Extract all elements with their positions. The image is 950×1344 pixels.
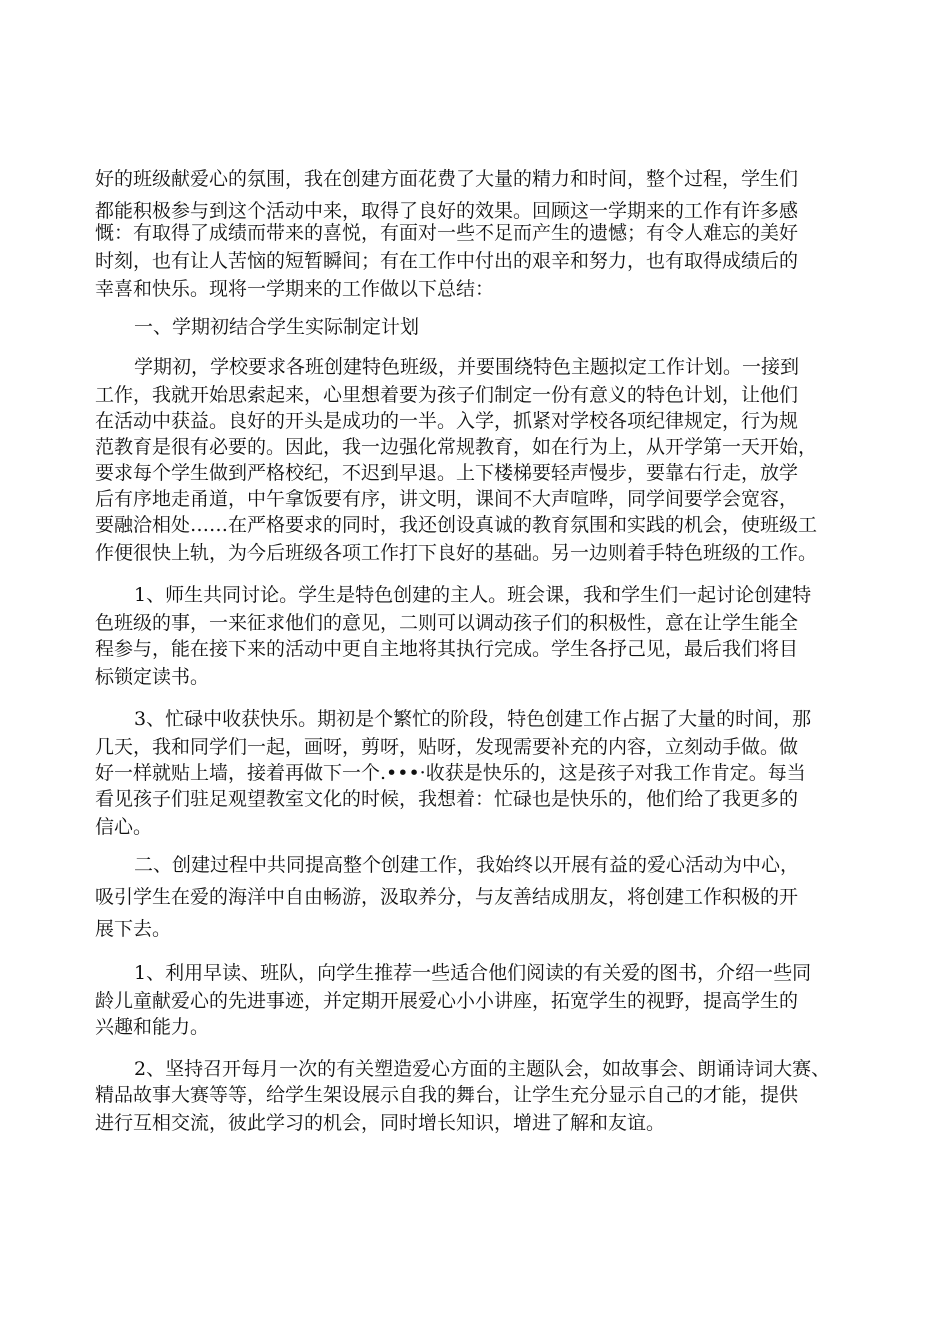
text-line: 要求每个学生做到严格校纪，不迟到早退。上下楼梯要轻声慢步，要靠右行走，放学 [95,462,799,484]
text-line: 吸引学生在爱的海洋中自由畅游，汲取养分，与友善结成朋友，将创建工作积极的开 [95,886,799,908]
section-heading-text: 一、学期初结合学生实际制定计划 [134,316,420,338]
text-line: 时刻，也有让人苦恼的短暂瞬间；有在工作中付出的艰辛和努力，也有取得成绩后的 [95,250,799,272]
text-line: 都能积极参与到这个活动中来，取得了良好的效果。回顾这一学期来的工作有许多感 [95,200,799,222]
text-line: 2、坚持召开每月一次的有关塑造爱心方面的主题队会，如故事会、朗诵诗词大赛、 [134,1058,831,1080]
text-line: 后有序地走甬道，中午拿饭要有序，讲文明，课间不大声喧哗，同学间要学会宽容， [95,488,799,510]
text-line: 幸喜和快乐。现将一学期来的工作做以下总结： [95,278,495,300]
text-line: 在活动中获益。良好的开头是成功的一半。入学，抓紧对学校各项纪律规定，行为规 [95,410,799,432]
text-line: 信心。 [95,816,153,838]
text-line: 二、创建过程中共同提高整个创建工作，我始终以开展有益的爱心活动为中心， [134,854,800,876]
text-line: 好的班级献爱心的氛围，我在创建方面花费了大量的精力和时间，整个过程，学生们 [95,168,799,190]
text-line: 程参与，能在接下来的活动中更自主地将其执行完成。学生各抒己见，最后我们将目 [95,638,799,660]
text-line: 展下去。 [95,918,172,940]
text-line: 龄儿童献爱心的先进事迹，并定期开展爱心小小讲座，拓宽学生的视野，提高学生的 [95,990,799,1012]
text-line: 作便很快上轨，为今后班级各项工作打下良好的基础。另一边则着手特色班级的工作。 [95,542,818,564]
text-line: 1、利用早读、班队，向学生推荐一些适合他们阅读的有关爱的图书，介绍一些同 [134,962,812,984]
text-line: 看见孩子们驻足观望教室文化的时候，我想着：忙碌也是快乐的，他们给了我更多的 [95,788,799,810]
text-line: 要融洽相处……在严格要求的同时，我还创设真诚的教育氛围和实践的机会，使班级工 [95,514,818,536]
text-line: 标锁定读书。 [95,666,210,688]
text-line: 进行互相交流，彼此学习的机会，同时增长知识，增进了解和友谊。 [95,1112,666,1134]
text-line: 1、师生共同讨论。学生是特色创建的主人。班会课，我和学生们一起讨论创建特 [134,584,812,606]
text-line: 几天，我和同学们一起，画呀，剪呀，贴呀，发现需要补充的内容，立刻动手做。做 [95,736,799,758]
text-line: 兴趣和能力。 [95,1016,210,1038]
text-line: 3、忙碌中收获快乐。期初是个繁忙的阶段，特色创建工作占据了大量的时间，那 [134,708,812,730]
text-line: 色班级的事，一来征求他们的意见，二则可以调动孩子们的积极性，意在让学生能全 [95,612,799,634]
text-line: 好一样就贴上墙，接着再做下一个.•••·收获是快乐的，这是孩子对我工作肯定。每当 [95,762,806,784]
text-line: 慨：有取得了成绩而带来的喜悦，有面对一些不足而产生的遗憾；有令人难忘的美好 [95,222,799,244]
text-line: 范教育是很有必要的。因此，我一边强化常规教育，如在行为上，从开学第一天开始， [95,436,818,458]
text-line: 精品故事大赛等等，给学生架设展示自我的舞台，让学生充分显示自己的才能，提供 [95,1084,799,1106]
text-line: 学期初，学校要求各班创建特色班级，并要围绕特色主题拟定工作计划。一接到 [134,356,800,378]
text-line: 工作，我就开始思索起来，心里想着要为孩子们制定一份有意义的特色计划，让他们 [95,384,799,406]
